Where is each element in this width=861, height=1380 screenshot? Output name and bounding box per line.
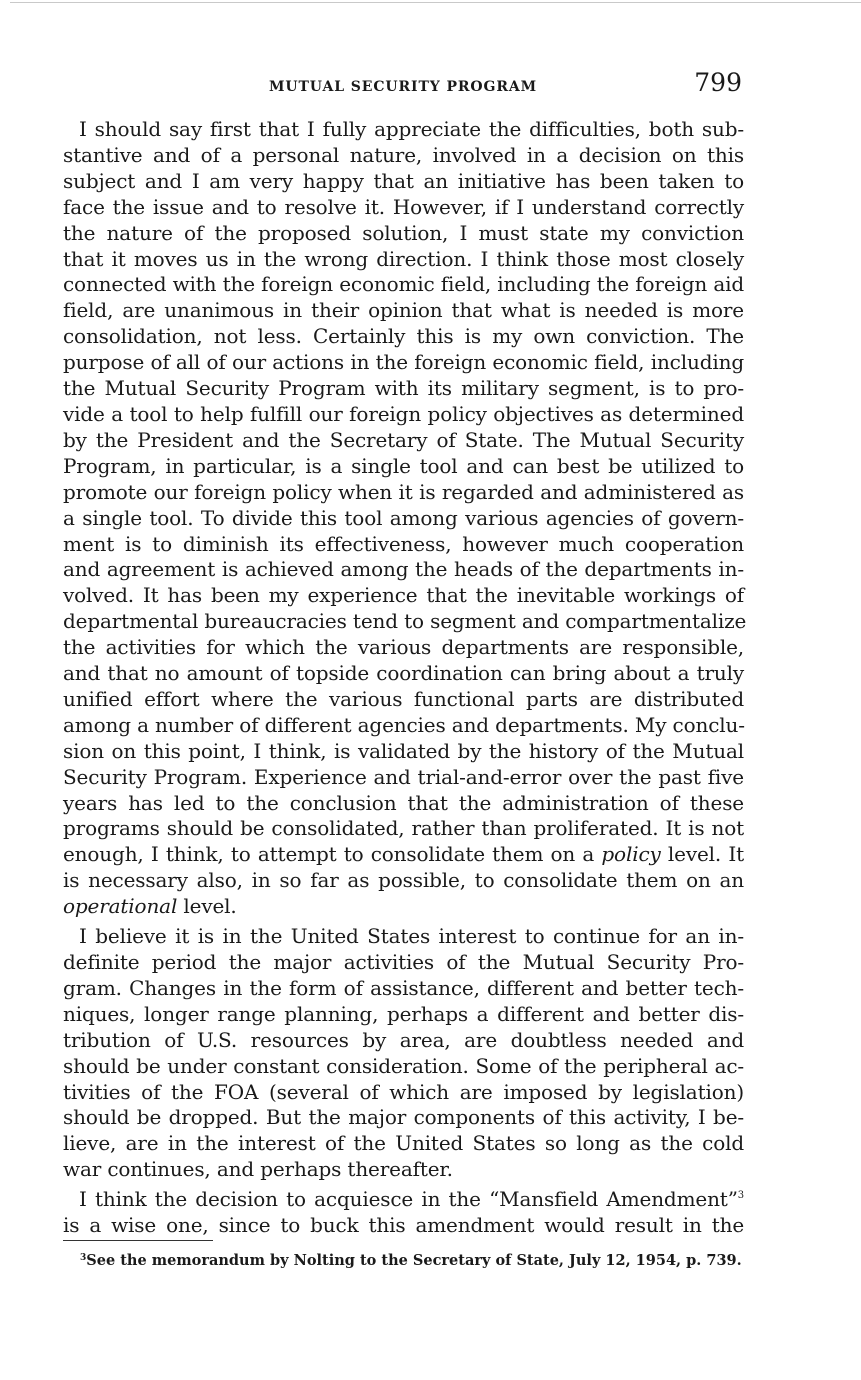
paragraph-2-line: lieve, are in the interest of the United States so long as the cold bbox=[63, 1131, 744, 1156]
paragraph-1-line: Security Program. Experience and trial-and-error over the past five bbox=[63, 764, 744, 789]
paragraph-1-line: departmental bureaucracies tend to segment and compartmentalize bbox=[63, 609, 747, 634]
paragraph-2-line: gram. Changes in the form of assistance, different and better tech- bbox=[63, 975, 744, 1000]
paragraph-1-line: vide a tool to help fulfill our foreign policy objectives as determined bbox=[63, 401, 744, 426]
paragraph-1-line: programs should be consolidated, rather than proliferated. It is not bbox=[63, 816, 744, 841]
paragraph-2-line: niques, longer range planning, perhaps a different and better dis- bbox=[63, 1001, 744, 1026]
paragraph-1-last-line bbox=[63, 894, 744, 920]
text-run: level. bbox=[177, 894, 237, 919]
paragraph-3-line bbox=[63, 1187, 744, 1213]
paragraph-2-line: should be dropped. But the major components of this activity, I be- bbox=[63, 1105, 744, 1130]
paragraph-2-last-line: war continues, and perhaps thereafter. bbox=[63, 1157, 453, 1182]
paragraph-1-line: face the issue and to resolve it. However, if I understand correctly bbox=[63, 194, 744, 219]
paragraph-1-line: years has led to the conclusion that the administration of these bbox=[63, 790, 744, 815]
paragraph-2-line: definite period the major activities of the Mutual Security Pro- bbox=[63, 950, 744, 974]
paragraph-1-line: field, are unanimous in their opinion that what is needed is more bbox=[63, 298, 744, 323]
italic-run: operational bbox=[63, 894, 178, 919]
italic-run: policy bbox=[601, 842, 661, 867]
running-title: MUTUAL SECURITY PROGRAM bbox=[268, 79, 538, 95]
text-run: level. It bbox=[660, 842, 744, 867]
paragraph-1-line: consolidation, not less. Certainly this is my own conviction. The bbox=[63, 324, 744, 349]
paragraph-1-line-mixed bbox=[63, 842, 744, 868]
paragraph-1-line: a single tool. To divide this tool among various agencies of govern- bbox=[63, 505, 744, 530]
paragraph-1-line: the Mutual Security Program with its military segment, is to pro- bbox=[63, 376, 744, 401]
paragraph-1-line: sion on this point, I think, is validated by the history of the Mutual bbox=[63, 738, 744, 763]
paragraph-1-line: the nature of the proposed solution, I must state my conviction bbox=[63, 220, 744, 245]
paragraph-1-line: ment is to diminish its effectiveness, however much cooperation bbox=[63, 531, 744, 556]
running-head bbox=[62, 68, 744, 104]
body-text bbox=[63, 117, 747, 1239]
paragraph-1-line: stantive and of a personal nature, involved in a decision on this bbox=[63, 142, 744, 167]
paragraph-2-line: should be under constant consideration. Some of the peripheral ac- bbox=[63, 1053, 744, 1078]
paragraph-1-line: promote our foreign policy when it is regarded and administered as bbox=[63, 479, 744, 504]
paragraph-1-line: purpose of all of our actions in the foreign economic field, including bbox=[63, 350, 744, 375]
paragraph-1-line: I should say first that I fully appreciate the difficulties, both sub- bbox=[79, 117, 744, 141]
paragraph-1-line: is necessary also, in so far as possible, to consolidate them on an bbox=[63, 868, 744, 893]
paragraph-2-line: tivities of the FOA (several of which are imposed by legislation) bbox=[63, 1079, 744, 1104]
paragraph-1-line: among a number of different agencies and departments. My conclu- bbox=[63, 712, 745, 737]
footnote-marker: 3 bbox=[80, 1253, 87, 1263]
paragraph-1-line: connected with the foreign economic field, including the foreign aid bbox=[63, 272, 745, 297]
paragraph-1-line: subject and I am very happy that an initiative has been taken to bbox=[63, 168, 744, 193]
footnote-text: See the memorandum by Nolting to the Secretary of State, July 12, 1954, p. 739. bbox=[86, 1252, 742, 1269]
paragraph-3-line: is a wise one, since to buck this amendment would result in the bbox=[63, 1213, 744, 1238]
paragraph-2-line: tribution of U.S. resources by area, are doubtless needed and bbox=[63, 1027, 744, 1052]
footnote-reference: 3 bbox=[737, 1190, 744, 1202]
footnote bbox=[80, 1252, 760, 1269]
page-number: 799 bbox=[694, 68, 742, 97]
paragraph-1-line: that it moves us in the wrong direction. I think those most closely bbox=[63, 246, 744, 271]
paragraph-1-line: unified effort where the various functional parts are distributed bbox=[63, 686, 744, 711]
paragraph-1-line: Program, in particular, is a single tool and can best be utilized to bbox=[63, 453, 744, 478]
paragraph-1-line: volved. It has been my experience that the inevitable workings of bbox=[63, 583, 744, 608]
paragraph-1-line: the activities for which the various departments are responsible, bbox=[63, 635, 744, 660]
paragraph-2-line: I believe it is in the United States interest to continue for an in- bbox=[79, 924, 744, 949]
text-run: enough, I think, to attempt to consolidate them on a bbox=[63, 842, 602, 867]
top-edge-rule bbox=[10, 2, 861, 3]
paragraph-1-line: by the President and the Secretary of State. The Mutual Security bbox=[63, 427, 744, 452]
footnote-rule bbox=[63, 1240, 213, 1241]
paragraph-1-line: and that no amount of topside coordination can bring about a truly bbox=[63, 661, 744, 686]
paragraph-1-line: and agreement is achieved among the heads of the departments in- bbox=[63, 557, 744, 582]
text-run: I think the decision to acquiesce in the “Mansfield Amendment” bbox=[79, 1187, 738, 1212]
